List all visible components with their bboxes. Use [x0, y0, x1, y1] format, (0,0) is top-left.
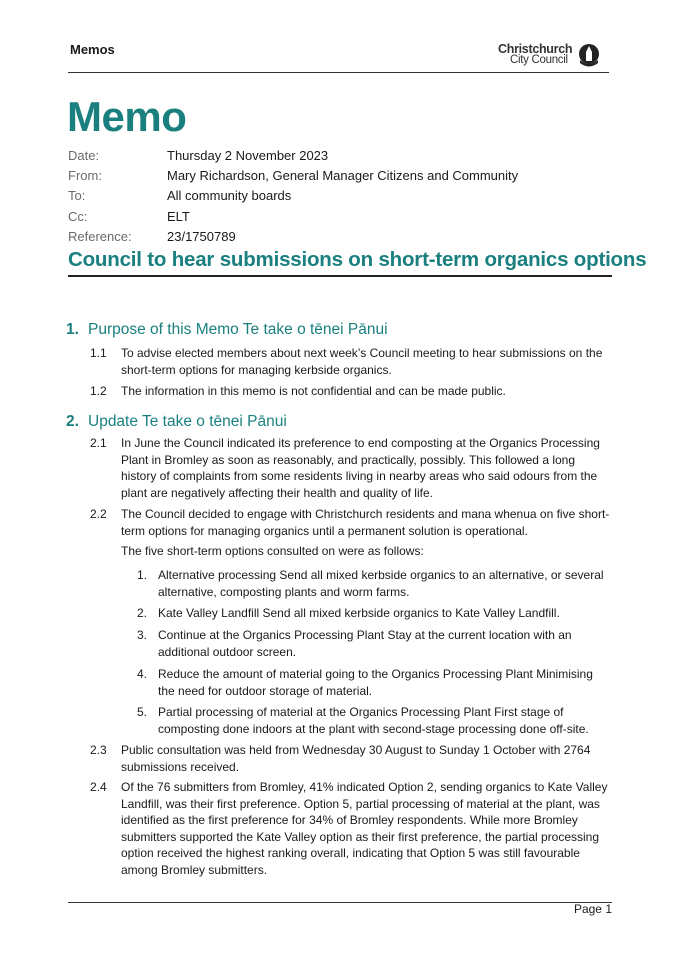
paragraph-2-1 [90, 435, 612, 501]
option-text: Partial processing of material at the Organics Processing Plant First stage of composting done indoors at the plant with second-stage processing done off-site. [158, 705, 589, 736]
section-number: 1. [66, 321, 79, 338]
logo-line-1: Christchurch [498, 42, 573, 56]
paragraph-text: Public consultation was held from Wednesday 30 August to Sunday 1 October with 2764 submissions received. [121, 743, 591, 774]
paragraph-2-2 [90, 506, 612, 539]
paragraph-text: To advise elected members about next week’s Council meeting to hear submissions on the short-term options for managing kerbside organics. [121, 346, 603, 377]
paragraph-text: Of the 76 submitters from Bromley, 41% indicated Option 2, sending organics to Kate Valley Landfill, was their first preference. Option 5, partial processing of material at the plant, was identified as the first preference for 34% of Bromley respondents. While more Bromley submitters supported the Kate Valley option as their first preference, the partial processing option received the highest ranking overall, indicating that Option 5 was still favourable among Bromley submitters. [121, 780, 608, 877]
cathedral-logo-icon [576, 42, 602, 68]
option-item-2 [137, 605, 612, 622]
paragraph-2-4 [90, 779, 612, 878]
paragraph-1-2 [90, 383, 612, 400]
option-number: 2. [137, 606, 148, 620]
option-text: Kate Valley Landfill Send all mixed kerbside organics to Kate Valley Landfill. [158, 606, 560, 620]
paragraph-text: The Council decided to engage with Christchurch residents and mana whenua on five short-term options for managing organics until a permanent solution is operational. [121, 507, 610, 538]
option-item-1 [137, 567, 612, 600]
option-number: 5. [137, 705, 148, 719]
meta-value: ELT [167, 208, 190, 224]
meta-key: From: [68, 168, 102, 184]
option-item-3 [137, 627, 612, 660]
option-text: Alternative processing Send all mixed kerbside organics to an alternative, or several alternative, composting plants and worm farms. [158, 568, 604, 599]
paragraph-number: 1.2 [90, 384, 107, 398]
section-title: Update Te take o tēnei Pānui [88, 413, 287, 430]
document-heading: Council to hear submissions on short-term organics options [68, 248, 647, 271]
option-item-4 [137, 666, 612, 699]
footer-divider [68, 902, 612, 903]
meta-key: Date: [68, 148, 100, 163]
paragraph-number: 2.4 [90, 780, 107, 794]
section-title: Purpose of this Memo Te take o tēnei Pānui [88, 321, 388, 338]
options-intro: The five short-term options consulted on were as follows: [121, 544, 424, 558]
paragraph-number: 1.1 [90, 346, 107, 360]
paragraph-2-3 [90, 742, 612, 775]
option-number: 4. [137, 667, 148, 681]
meta-value: All community boards [167, 188, 292, 204]
document-category: Memos [70, 42, 115, 57]
option-number: 1. [137, 568, 148, 582]
paragraph-text: The information in this memo is not confidential and can be made public. [121, 384, 506, 398]
paragraph-number: 2.3 [90, 743, 107, 757]
paragraph-number: 2.2 [90, 507, 107, 521]
heading-divider [68, 275, 612, 277]
section-number: 2. [66, 413, 79, 430]
council-logo [498, 42, 602, 68]
section-heading-update [66, 413, 287, 431]
option-text: Continue at the Organics Processing Plant Stay at the current location with an additional outdoor screen. [158, 628, 572, 659]
meta-value: Thursday 2 November 2023 [167, 148, 329, 163]
meta-key: To: [68, 188, 86, 204]
memo-title: Memo [67, 93, 187, 140]
header-divider [68, 72, 609, 73]
paragraph-number: 2.1 [90, 436, 107, 450]
option-text: Reduce the amount of material going to the Organics Processing Plant Minimising the need for outdoor storage of material. [158, 667, 593, 698]
paragraph-text: In June the Council indicated its preference to end composting at the Organics Processing Plant in Bromley as soon as reasonably, and practically, possibly. This followed a long history of complaints from some residents living in nearby areas who said odours from the plant are negatively affecting their health and quality of life. [121, 436, 600, 500]
meta-key: Reference: [68, 228, 132, 244]
page-number: Page 1 [573, 902, 612, 916]
option-item-5 [137, 704, 612, 737]
option-number: 3. [137, 628, 148, 642]
meta-key: Cc: [68, 208, 88, 224]
meta-value: 23/1750789 [167, 228, 236, 244]
logo-line-2: City Council [510, 54, 568, 66]
paragraph-1-1 [90, 345, 612, 378]
section-heading-purpose [66, 321, 388, 339]
meta-value: Mary Richardson, General Manager Citizens and Community [167, 168, 519, 184]
